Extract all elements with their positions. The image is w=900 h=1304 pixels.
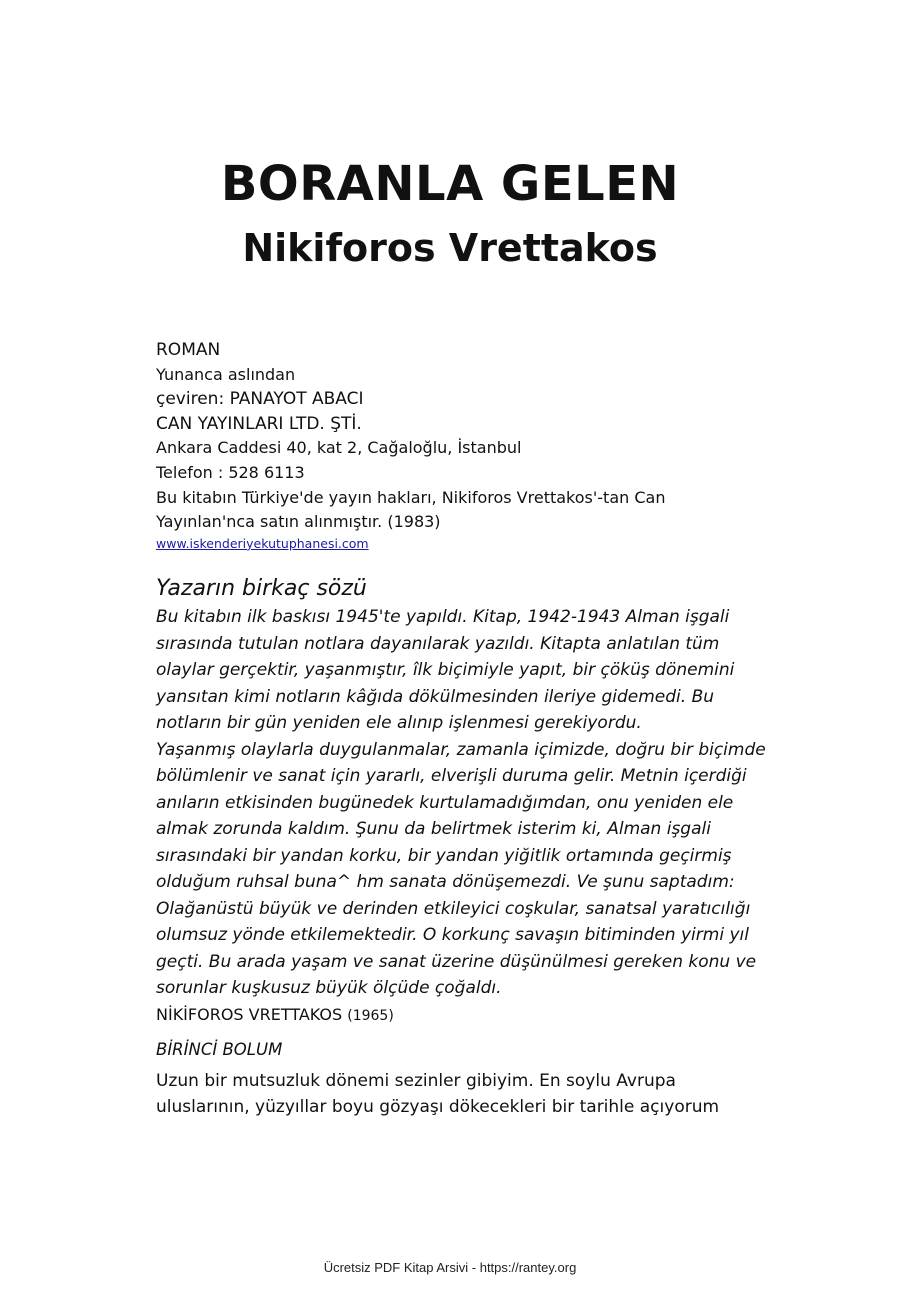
- publisher-phone: Telefon : 528 6113: [156, 462, 305, 482]
- page-footer: Ücretsiz PDF Kitap Arsivi - https://rantey.org: [323, 1260, 577, 1275]
- publisher: CAN YAYINLARI LTD. ŞTİ.: [156, 413, 362, 434]
- book-author: Nikiforos Vrettakos: [242, 226, 658, 270]
- genre: ROMAN: [156, 340, 221, 360]
- preface-signature: [156, 1003, 776, 1028]
- preface-heading: Yazarın birkaç sözü: [156, 576, 367, 601]
- preface-section: [156, 574, 776, 1121]
- signature-name: NİKİFOROS VRETTAKOS: [156, 1004, 343, 1024]
- chapter-line-1: Uzun bir mutsuzluk dönemi sezinler gibiyim. En soylu Avrupa: [156, 1070, 676, 1091]
- chapter-line-2: uluslarının, yüzyıllar boyu gözyaşı dökecekleri bir tarihle açıyorum: [156, 1097, 720, 1117]
- signature-year: (1965): [347, 1007, 394, 1024]
- rights-line-1: Bu kitabın Türkiye'de yayın hakları, Nikiforos Vrettakos'-tan Can: [156, 487, 666, 507]
- book-title: BORANLA GELEN: [220, 156, 680, 212]
- publisher-address: Ankara Caddesi 40, kat 2, Cağaloğlu, İstanbul: [156, 438, 522, 458]
- chapter-heading: BİRİNCİ BOLUM: [156, 1039, 283, 1059]
- chapter-text: [156, 1068, 776, 1121]
- preface-paragraph-1: Bu kitabın ilk baskısı 1945'te yapıldı. Kitap, 1942-1943 Alman işgali sırasında tutulan notlara dayanılarak yazıldı. Kitapta anlatılan tüm olaylar gerçektir, yaşanmıştır, îlk biçimiyle yapıt, bir çöküş dönemini yansıtan kimi notların kâğıda dökülmesinden ileriye gidemedi. Bu notların bir gün yeniden ele alınıp işlenmesi gerekiyordu.: [156, 607, 735, 733]
- rights-line-2: Yayınlan'nca satın alınmıştır. (1983): [156, 512, 441, 532]
- publication-info: [156, 338, 776, 553]
- website-link[interactable]: www.iskenderiyekutuphanesi.com: [156, 535, 369, 551]
- origin-language: Yunanca aslından: [156, 364, 296, 384]
- translator: çeviren: PANAYOT ABACI: [156, 389, 364, 410]
- preface-paragraph-2: Yaşanmış olaylarla duygulanmalar, zamanla içimizde, doğru bir biçimde bölümlenir ve sanat için yararlı, elverişli duruma gelir. Metnin içerdiği anıların etkisinden bugünedek kurtulamadığımdan, onu yeniden ele almak zorunda kaldım. Şunu da belirtmek isterim ki, Alman işgali sırasındaki bir yandan korku, bir yandan yiğitlik ortamında geçirmiş olduğum ruhsal buna^ hm sanata dönüşemezdi. Ve şunu saptadım: Olağanüstü büyük ve derinden etkileyici coşkular, sanatsal yaratıcılığı olumsuz yönde etkilemektedir. O korkunç savaşın bitiminden yirmi yıl geçti. Bu arada yaşam ve sanat üzerine düşünülmesi gereken konu ve sorunlar kuşkusuz büyük ölçüde çoğaldı.: [156, 739, 766, 998]
